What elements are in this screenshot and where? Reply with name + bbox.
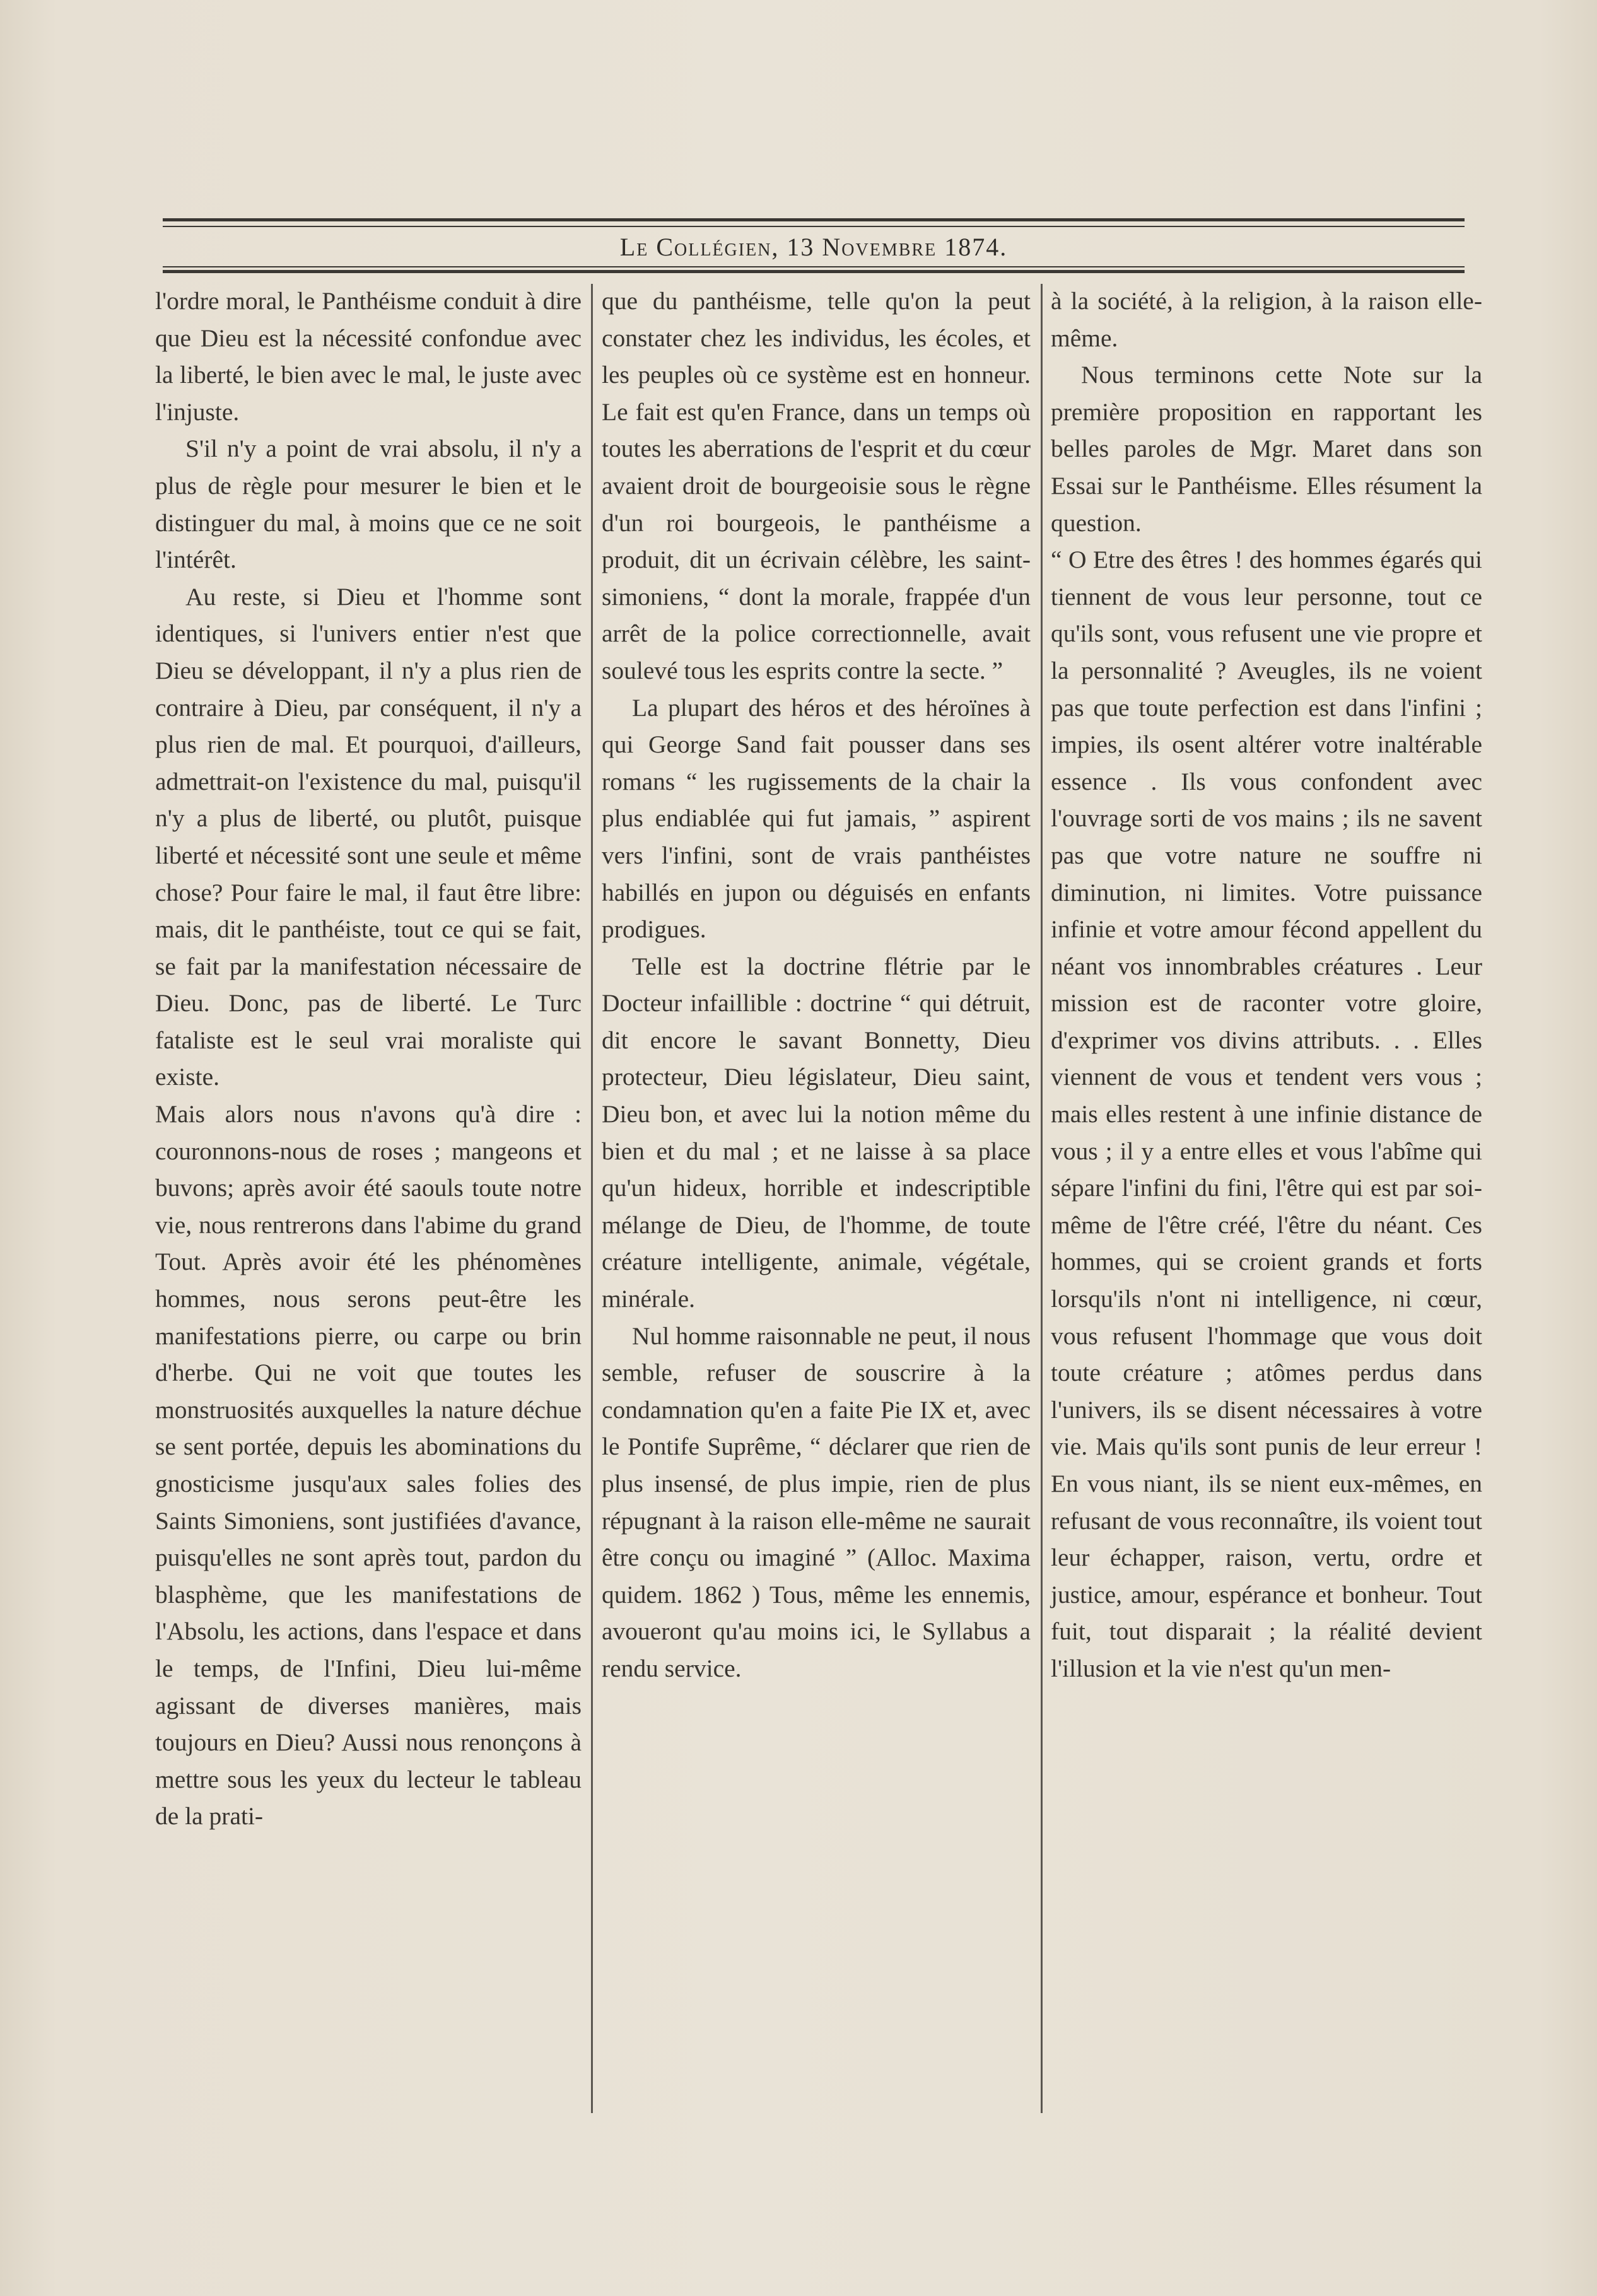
header-rule-bottom-thin [163, 266, 1465, 267]
paragraph: Telle est la doctrine flétrie par le Docteur infaillible : doctrine “ qui détruit, dit encore le savant Bonnetty, Dieu protecteur, Dieu législateur, Dieu saint, Dieu bon, et avec lui la notion même du bien et du mal ; et ne laisse à sa place qu'un hideux, horrible et indescriptible mélange de Dieu, de l'homme, de toute créature intelligente, animale, végétale, minérale. [602, 952, 1031, 1313]
paragraph: à la société, à la religion, à la raison elle-même. [1051, 287, 1482, 352]
paragraph: Nul homme raisonnable ne peut, il nous semble, refuser de souscrire à la condamnation qu'en a faite Pie IX et, avec le Pontife Suprême, “ déclarer que rien de plus insensé, de plus impie, rien de plus répugnant à la raison elle-même ne saurait être conçu ou imaginé ” (Alloc. Maxima quidem. 1862 ) Tous, même les ennemis, avoueront qu'au moins ici, le Syllabus a rendu service. [602, 1321, 1031, 1682]
text-column-1 [155, 283, 582, 2143]
paragraph: La plupart des héros et des héroïnes à qui George Sand fait pousser dans ses romans “ les rugissements de la chair la plus endiablée qui fut jamais, ” aspirent vers l'infini, sont de vrais panthéistes habillés en jupon ou déguisés en enfants prodigues. [602, 693, 1031, 944]
text-column-3 [1051, 283, 1482, 2143]
paragraph: S'il n'y a point de vrai absolu, il n'y a plus de règle pour mesurer le bien et le distinguer du mal, à moins que ce ne soit l'intérêt. [155, 435, 582, 574]
header-rule-top-thick [163, 218, 1465, 221]
header-rule-bottom-thick [163, 270, 1465, 273]
text-column-2 [602, 283, 1031, 2143]
column-divider [591, 284, 593, 2113]
paragraph: que du panthéisme, telle qu'on la peut constater chez les individus, les écoles, et les peuples où ce système est en honneur. Le fait est qu'en France, dans un temps où toutes les aberrations de l'esprit et du cœur avaient droit de bourgeoisie sous le règne d'un roi bourgeois, le panthéisme a produit, dit un écrivain célèbre, les saint-simoniens, “ dont la morale, frappée d'un arrêt de la police correctionnelle, avait soulevé tous les esprits contre la secte. ” [602, 287, 1031, 684]
header-rule-top-thin [163, 226, 1465, 227]
paragraph: Au reste, si Dieu et l'homme sont identiques, si l'univers entier n'est que Dieu se développant, il n'y a plus rien de contraire à Dieu, par conséquent, il n'y a plus rien de mal. Et pourquoi, d'ailleurs, admettrait-on l'existence du mal, puisqu'il n'y a plus de liberté, ou plutôt, puisque liberté et nécessité sont une seule et même chose? Pour faire le mal, il faut être libre: mais, dit le panthéiste, tout ce qui se fait, se fait par la manifestation nécessaire de Dieu. Donc, pas de liberté. Le Turc fataliste est le seul vrai moraliste qui existe. [155, 582, 582, 1091]
paragraph: l'ordre moral, le Panthéisme conduit à dire que Dieu est la nécessité confondue avec la liberté, le bien avec le mal, le juste avec l'injuste. [155, 287, 582, 426]
paragraph: “ O Etre des êtres ! des hommes égarés qui tiennent de vous leur personne, tout ce qu'ils sont, vous refusent une vie propre et la personnalité ? Aveugles, ils ne voient pas que toute perfection est dans l'infini ; impies, ils osent altérer votre inaltérable essence . Ils vous confondent avec l'ouvrage sorti de vos mains ; ils ne savent pas que votre nature ne souffre ni diminution, ni limites. Votre puissance infinie et votre amour fécond appellent du néant vos innombrables créatures . Leur mission est de raconter votre gloire, d'exprimer vos divins attributs. . . Elles viennent de vous et tendent vers vous ; mais elles restent à une infinie distance de vous ; il y a entre elles et vous l'abîme qui sépare l'infini du fini, l'être qui est par soi-même de l'être créé, l'être du néant. Ces hommes, qui se croient grands et forts lorsqu'ils n'ont ni intelligence, ni cœur, vous refusent l'hommage que vous doit toute créature ; atômes perdus dans l'univers, ils se disent nécessaires à votre vie. Mais qu'ils sont punis de leur erreur ! En vous niant, ils se nient eux-mêmes, en refusant de vous reconnaître, ils voient tout leur échapper, raison, vertu, ordre et justice, amour, espérance et bonheur. Tout fuit, tout disparait ; la réalité devient l'illusion et la vie n'est qu'un men- [1051, 546, 1482, 1682]
column-divider [1041, 284, 1043, 2113]
paragraph: Nous terminons cette Note sur la première proposition en rapportant les belles paroles de Mgr. Maret dans son Essai sur le Panthéisme. Elles résument la question. [1051, 361, 1482, 537]
masthead: Le Collégien, 13 Novembre 1874. [619, 233, 1008, 261]
paragraph: Mais alors nous n'avons qu'à dire : couronnons-nous de roses ; mangeons et buvons; après avoir été saouls toute notre vie, nous rentrerons dans l'abime du grand Tout. Après avoir été les phénomènes hommes, nous serons peut-être les manifestations pierre, ou carpe ou brin d'herbe. Qui ne voit que toutes les monstruosités auxquelles la nature déchue se sent portée, depuis les abominations du gnosticisme jusqu'aux sales folies des Saints Simoniens, sont justifiées d'avance, puisqu'elles ne sont après tout, pardon du blasphème, que les manifestations de l'Absolu, les actions, dans l'espace et dans le temps, de l'Infini, Dieu lui-même agissant de diverses manières, mais toujours en Dieu? Aussi nous renonçons à mettre sous les yeux du lecteur le tableau de la prati- [155, 1100, 582, 1830]
